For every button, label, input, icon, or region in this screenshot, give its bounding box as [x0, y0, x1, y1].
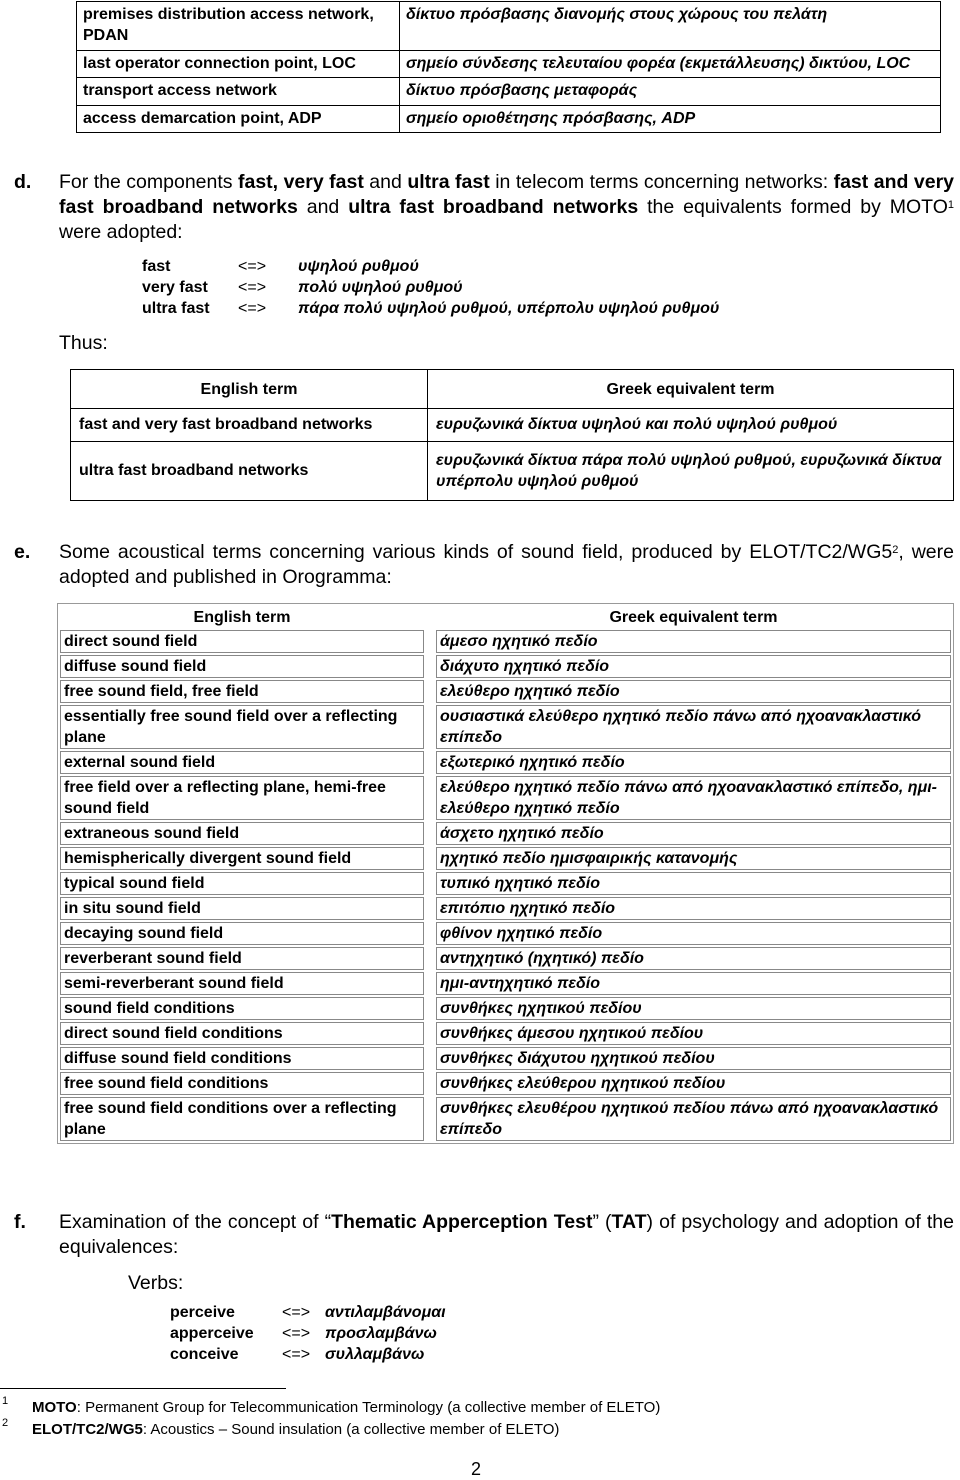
equivalence-greek: πάρα πολύ υψηλού ρυθμού, υπέρπολυ υψηλού ρυθμού — [298, 300, 720, 317]
greek-term: δίκτυο πρόσβασης διανομής στους χώρους του πελάτη — [400, 2, 941, 51]
english-term: sound field conditions — [60, 997, 424, 1020]
verb-greek: αντιλαμβάνομαι — [325, 1304, 446, 1321]
equivalence-english: very fast — [142, 279, 208, 296]
greek-term: άμεσο ηχητικό πεδίο — [436, 630, 951, 653]
english-term: external sound field — [60, 751, 424, 774]
table-row — [77, 105, 941, 132]
acoustical-terms-table — [57, 603, 954, 1144]
table-row — [77, 78, 941, 105]
greek-term: δίκτυο πρόσβασης μεταφοράς — [400, 78, 941, 105]
english-term: free sound field, free field — [60, 680, 424, 703]
table-header-english: English term — [71, 370, 428, 409]
greek-term: συνθήκες άμεσου ηχητικού πεδίου — [436, 1022, 951, 1045]
section-d-paragraph: For the components fast, very fast and ultra fast in telecom terms concerning networks: fast and very fast broadband networks and ultra fast broadband networks the equivalents formed by MOTO$^1$ were adopted: — [59, 171, 954, 243]
footnote-number: 1 — [2, 1395, 9, 1407]
table-row — [60, 822, 951, 845]
table-header-greek: Greek equivalent term — [428, 370, 954, 409]
footnote-separator — [0, 1388, 286, 1389]
table-row — [60, 705, 951, 749]
greek-term: ημι-αντηχητικό πεδίο — [436, 972, 951, 995]
table-row — [60, 847, 951, 870]
english-term: typical sound field — [60, 872, 424, 895]
greek-term: τυπικό ηχητικό πεδίο — [436, 872, 951, 895]
english-term: hemispherically divergent sound field — [60, 847, 424, 870]
table-row — [60, 972, 951, 995]
table-row — [71, 441, 954, 500]
greek-term: σημείο σύνδεσης τελευταίου φορέα (εκμετάλλευσης) δικτύου, LOC — [400, 51, 941, 78]
greek-term: εξωτερικό ηχητικό πεδίο — [436, 751, 951, 774]
greek-term: συνθήκες ελευθέρου ηχητικού πεδίου πάνω από ηχοανακλαστικό επίπεδο — [436, 1097, 951, 1141]
table-row — [60, 680, 951, 703]
english-term: in situ sound field — [60, 897, 424, 920]
verb-greek: προσλαμβάνω — [325, 1325, 437, 1342]
table-row — [60, 751, 951, 774]
english-term: semi-reverberant sound field — [60, 972, 424, 995]
english-term: free sound field conditions — [60, 1072, 424, 1095]
section-d-marker: d. — [14, 171, 32, 193]
english-term: access demarcation point, ADP — [77, 105, 400, 132]
table-row — [77, 2, 941, 51]
verbs-label: Verbs: — [128, 1272, 184, 1294]
greek-term: ουσιαστικά ελεύθερο ηχητικό πεδίο πάνω από ηχοανακλαστικό επίπεδο — [436, 705, 951, 749]
verb-operator: <=> — [282, 1346, 311, 1363]
table-row — [60, 630, 951, 653]
equivalence-english: ultra fast — [142, 300, 210, 317]
greek-term: συνθήκες ηχητικού πεδίου — [436, 997, 951, 1020]
section-e-marker: e. — [14, 541, 31, 563]
verb-english: perceive — [170, 1304, 235, 1321]
footnote-term: MOTO — [32, 1399, 77, 1416]
table-row — [60, 997, 951, 1020]
english-term: last operator connection point, LOC — [77, 51, 400, 78]
verb-greek: συλλαμβάνω — [325, 1346, 425, 1363]
greek-term: ελεύθερο ηχητικό πεδίο πάνω από ηχοανακλαστικό επίπεδο, ημι-ελεύθερο ηχητικό πεδίο — [436, 776, 951, 820]
verb-english: conceive — [170, 1346, 239, 1363]
thus-label: Thus: — [59, 332, 108, 354]
page-number: 2 — [471, 1459, 482, 1479]
footnote-number: 2 — [2, 1417, 9, 1429]
footnote-text — [32, 1398, 660, 1418]
footnote-text — [32, 1420, 559, 1440]
english-term: direct sound field — [60, 630, 424, 653]
english-term: essentially free sound field over a reflecting plane — [60, 705, 424, 749]
greek-term: φθίνον ηχητικό πεδίο — [436, 922, 951, 945]
verb-operator: <=> — [282, 1304, 311, 1321]
english-term: fast and very fast broadband networks — [71, 409, 428, 442]
footnote-description: : Acoustics – Sound insulation (a collective member of ELETO) — [142, 1421, 560, 1438]
equivalence-operator: <=> — [238, 279, 267, 296]
equivalence-greek: πολύ υψηλού ρυθμού — [298, 279, 463, 296]
table-row — [60, 1022, 951, 1045]
verb-english: apperceive — [170, 1325, 254, 1342]
section-e-paragraph: Some acoustical terms concerning various kinds of sound field, produced by ELOT/$TC2/WG5^2$, were adopted and published in Orogramma: — [59, 541, 954, 588]
table-row — [60, 872, 951, 895]
equivalence-english: fast — [142, 258, 171, 275]
equivalence-greek: υψηλού ρυθμού — [298, 258, 419, 275]
footnote-description: : Permanent Group for Telecommunication Terminology (a collective member of ELETO) — [76, 1399, 661, 1416]
english-term: premises distribution access network, PDAN — [77, 2, 400, 51]
section-f-marker: f. — [14, 1211, 26, 1233]
greek-term: συνθήκες ελεύθερου ηχητικού πεδίου — [436, 1072, 951, 1095]
table-row — [77, 51, 941, 78]
english-term: direct sound field conditions — [60, 1022, 424, 1045]
table-header-english: English term — [193, 608, 291, 626]
table-row — [71, 409, 954, 442]
table-row — [60, 947, 951, 970]
table-header-greek: Greek equivalent term — [609, 608, 778, 626]
english-term: diffuse sound field — [60, 655, 424, 678]
english-term: reverberant sound field — [60, 947, 424, 970]
footnote-term: ELOT/TC2/WG5 — [32, 1421, 143, 1438]
table-row — [60, 897, 951, 920]
english-term: free field over a reflecting plane, hemi-free sound field — [60, 776, 424, 820]
table-row — [60, 776, 951, 820]
table-row — [60, 655, 951, 678]
greek-term: ηχητικό πεδίο ημισφαιρικής κατανομής — [436, 847, 951, 870]
english-term: ultra fast broadband networks — [71, 441, 428, 500]
equivalence-operator: <=> — [238, 258, 267, 275]
section-f-paragraph: Examination of the concept of “Thematic Apperception Test” (TAT) of psychology and adoption of the equivalences: — [59, 1211, 955, 1258]
english-term: free sound field conditions over a reflecting plane — [60, 1097, 424, 1141]
greek-term: σημείο οριοθέτησης πρόσβασης, ADP — [400, 105, 941, 132]
equivalence-operator: <=> — [238, 300, 267, 317]
greek-term: ευρυζωνικά δίκτυα πάρα πολύ υψηλού ρυθμού, ευρυζωνικά δίκτυα υπέρπολυ υψηλού ρυθμού — [428, 441, 954, 500]
table-row — [60, 1047, 951, 1070]
english-term: transport access network — [77, 78, 400, 105]
greek-term: συνθήκες διάχυτου ηχητικού πεδίου — [436, 1047, 951, 1070]
greek-term: επιτόπιο ηχητικό πεδίο — [436, 897, 951, 920]
english-term: decaying sound field — [60, 922, 424, 945]
table-row — [60, 1097, 951, 1141]
broadband-terms-table — [70, 369, 954, 501]
english-term: diffuse sound field conditions — [60, 1047, 424, 1070]
table-row — [60, 1072, 951, 1095]
table-row — [60, 922, 951, 945]
greek-term: ευρυζωνικά δίκτυα υψηλού και πολύ υψηλού ρυθμού — [428, 409, 954, 442]
greek-term: διάχυτο ηχητικό πεδίο — [436, 655, 951, 678]
english-term: extraneous sound field — [60, 822, 424, 845]
terms-table-top — [76, 1, 941, 133]
greek-term: ελεύθερο ηχητικό πεδίο — [436, 680, 951, 703]
greek-term: άσχετο ηχητικό πεδίο — [436, 822, 951, 845]
verb-operator: <=> — [282, 1325, 311, 1342]
greek-term: αντηχητικό (ηχητικό) πεδίο — [436, 947, 951, 970]
